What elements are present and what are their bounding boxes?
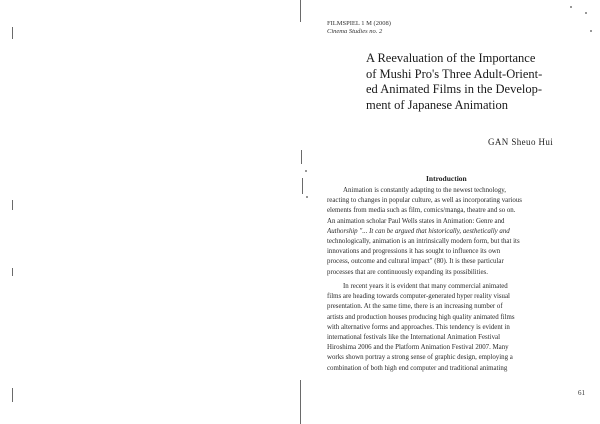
paragraph-line: films are heading towards computer-generated hyper reality visual	[327, 293, 510, 301]
scan-speck-3	[590, 30, 592, 32]
paragraph-1	[327, 186, 595, 278]
paragraph-line: elements from media such as film, comics/manga, theatre and so on.	[327, 207, 516, 215]
paragraph-line: Authorship "... It can be argued that historically, aesthetically and	[327, 227, 510, 235]
paragraph-line: innovations and progressions it has sought to influence its own	[327, 248, 501, 256]
spine-line-lower	[300, 380, 301, 424]
title-line: ment of Japanese Animation	[366, 97, 508, 112]
title-line: ed Animated Films in the Develop-	[366, 82, 543, 96]
paragraph-line: An animation scholar Paul Wells states in Animation: Genre and	[327, 217, 505, 225]
paragraph-line: Hiroshima 2006 and the Platform Animation Festival 2007. Many	[327, 344, 509, 352]
scan-speck-2	[585, 12, 587, 14]
journal-header-line1: FILMSPIEL 1 M (2008)	[327, 20, 391, 27]
section-heading: Introduction	[426, 174, 467, 183]
margin-mark-low	[12, 268, 13, 276]
margin-mark-mid	[12, 200, 13, 210]
paragraph-2	[327, 282, 595, 374]
title-line: A Reevaluation of the Importance	[366, 51, 536, 65]
scan-speck-4	[305, 170, 307, 172]
author-name: GAN Sheuo Hui	[488, 137, 554, 147]
paragraph-line: artists and production houses producing high quality animated films	[327, 313, 515, 321]
spine-line-upper	[301, 150, 302, 164]
paragraph-line: process, outcome and cultural impact" (80). It is these particular	[327, 258, 504, 266]
scan-speck-1	[570, 6, 572, 8]
paragraph-line: works shown portray a strong sense of graphic design, employing a	[327, 354, 513, 362]
margin-mark-top	[12, 27, 13, 39]
paragraph-line: combination of both high end computer and traditional animating	[327, 364, 508, 372]
margin-mark-bottom	[12, 388, 13, 402]
article-title	[366, 51, 596, 113]
paragraph-line: with alternative forms and approaches. This tendency is evident in	[327, 323, 510, 331]
paragraph-line: international festivals like the International Animation Festival	[327, 334, 500, 342]
paragraph-line: In recent years it is evident that many commercial animated	[343, 283, 508, 290]
scan-speck-5	[306, 196, 308, 198]
paragraph-line: Animation is constantly adapting to the newest technology,	[343, 187, 506, 194]
paragraph-line: technologically, animation is an intrinsically modern form, but that its	[327, 238, 520, 246]
paragraph-line: processes that are continuously expanding its possibilities.	[327, 268, 488, 276]
journal-header	[327, 20, 391, 36]
title-line: of Mushi Pro's Three Adult-Orient-	[366, 66, 543, 81]
paragraph-line: reacting to changes in popular culture, as well as incorporating various	[327, 197, 522, 205]
spine-line-top	[300, 0, 301, 22]
paragraph-line: presentation. At the same time, there is an increasing number of	[327, 303, 503, 311]
journal-header-line2: Cinema Studies no. 2	[327, 28, 383, 35]
page-number: 61	[578, 389, 585, 397]
spine-line-mid	[302, 178, 303, 194]
